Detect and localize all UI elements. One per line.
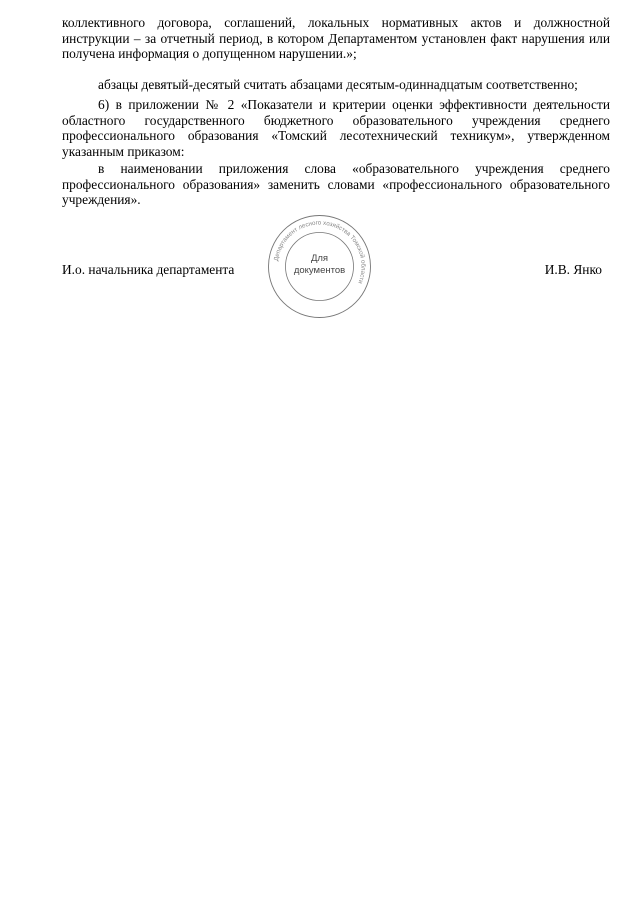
paragraph-continuation: коллективного договора, соглашений, локальных нормативных актов и должностной инструкции – за отчетный период, в котором Департаментом установлен факт нарушения или получена информация о допущенном нарушении.»;: [62, 15, 610, 61]
seal-ring-text: Департамент лесного хозяйства Томской области: [272, 219, 367, 285]
signatory-name: И.В. Янко: [544, 262, 602, 277]
document-seal: [262, 214, 377, 319]
seal-label-line2: документов: [293, 265, 346, 276]
paragraph-renumbering: абзацы девятый-десятый считать абзацами десятым-одиннадцатым соответственно;: [98, 77, 578, 92]
signatory-position: И.о. начальника департамента: [62, 262, 235, 277]
document-page: [62, 0, 610, 905]
paragraph-appendix-name-change: в наименовании приложения слова «образовательного учреждения среднего профессионального образования» заменить словами «профессионального образовательного учреждения».: [62, 161, 610, 207]
paragraph-item-6: 6) в приложении № 2 «Показатели и критерии оценки эффективности деятельности областного государственного бюджетного образовательного учреждения среднего профессионального образования «Томский лесотехнический техникум», утвержденном указанным приказом:: [62, 97, 610, 159]
seal-label-line1: Для: [310, 253, 329, 264]
